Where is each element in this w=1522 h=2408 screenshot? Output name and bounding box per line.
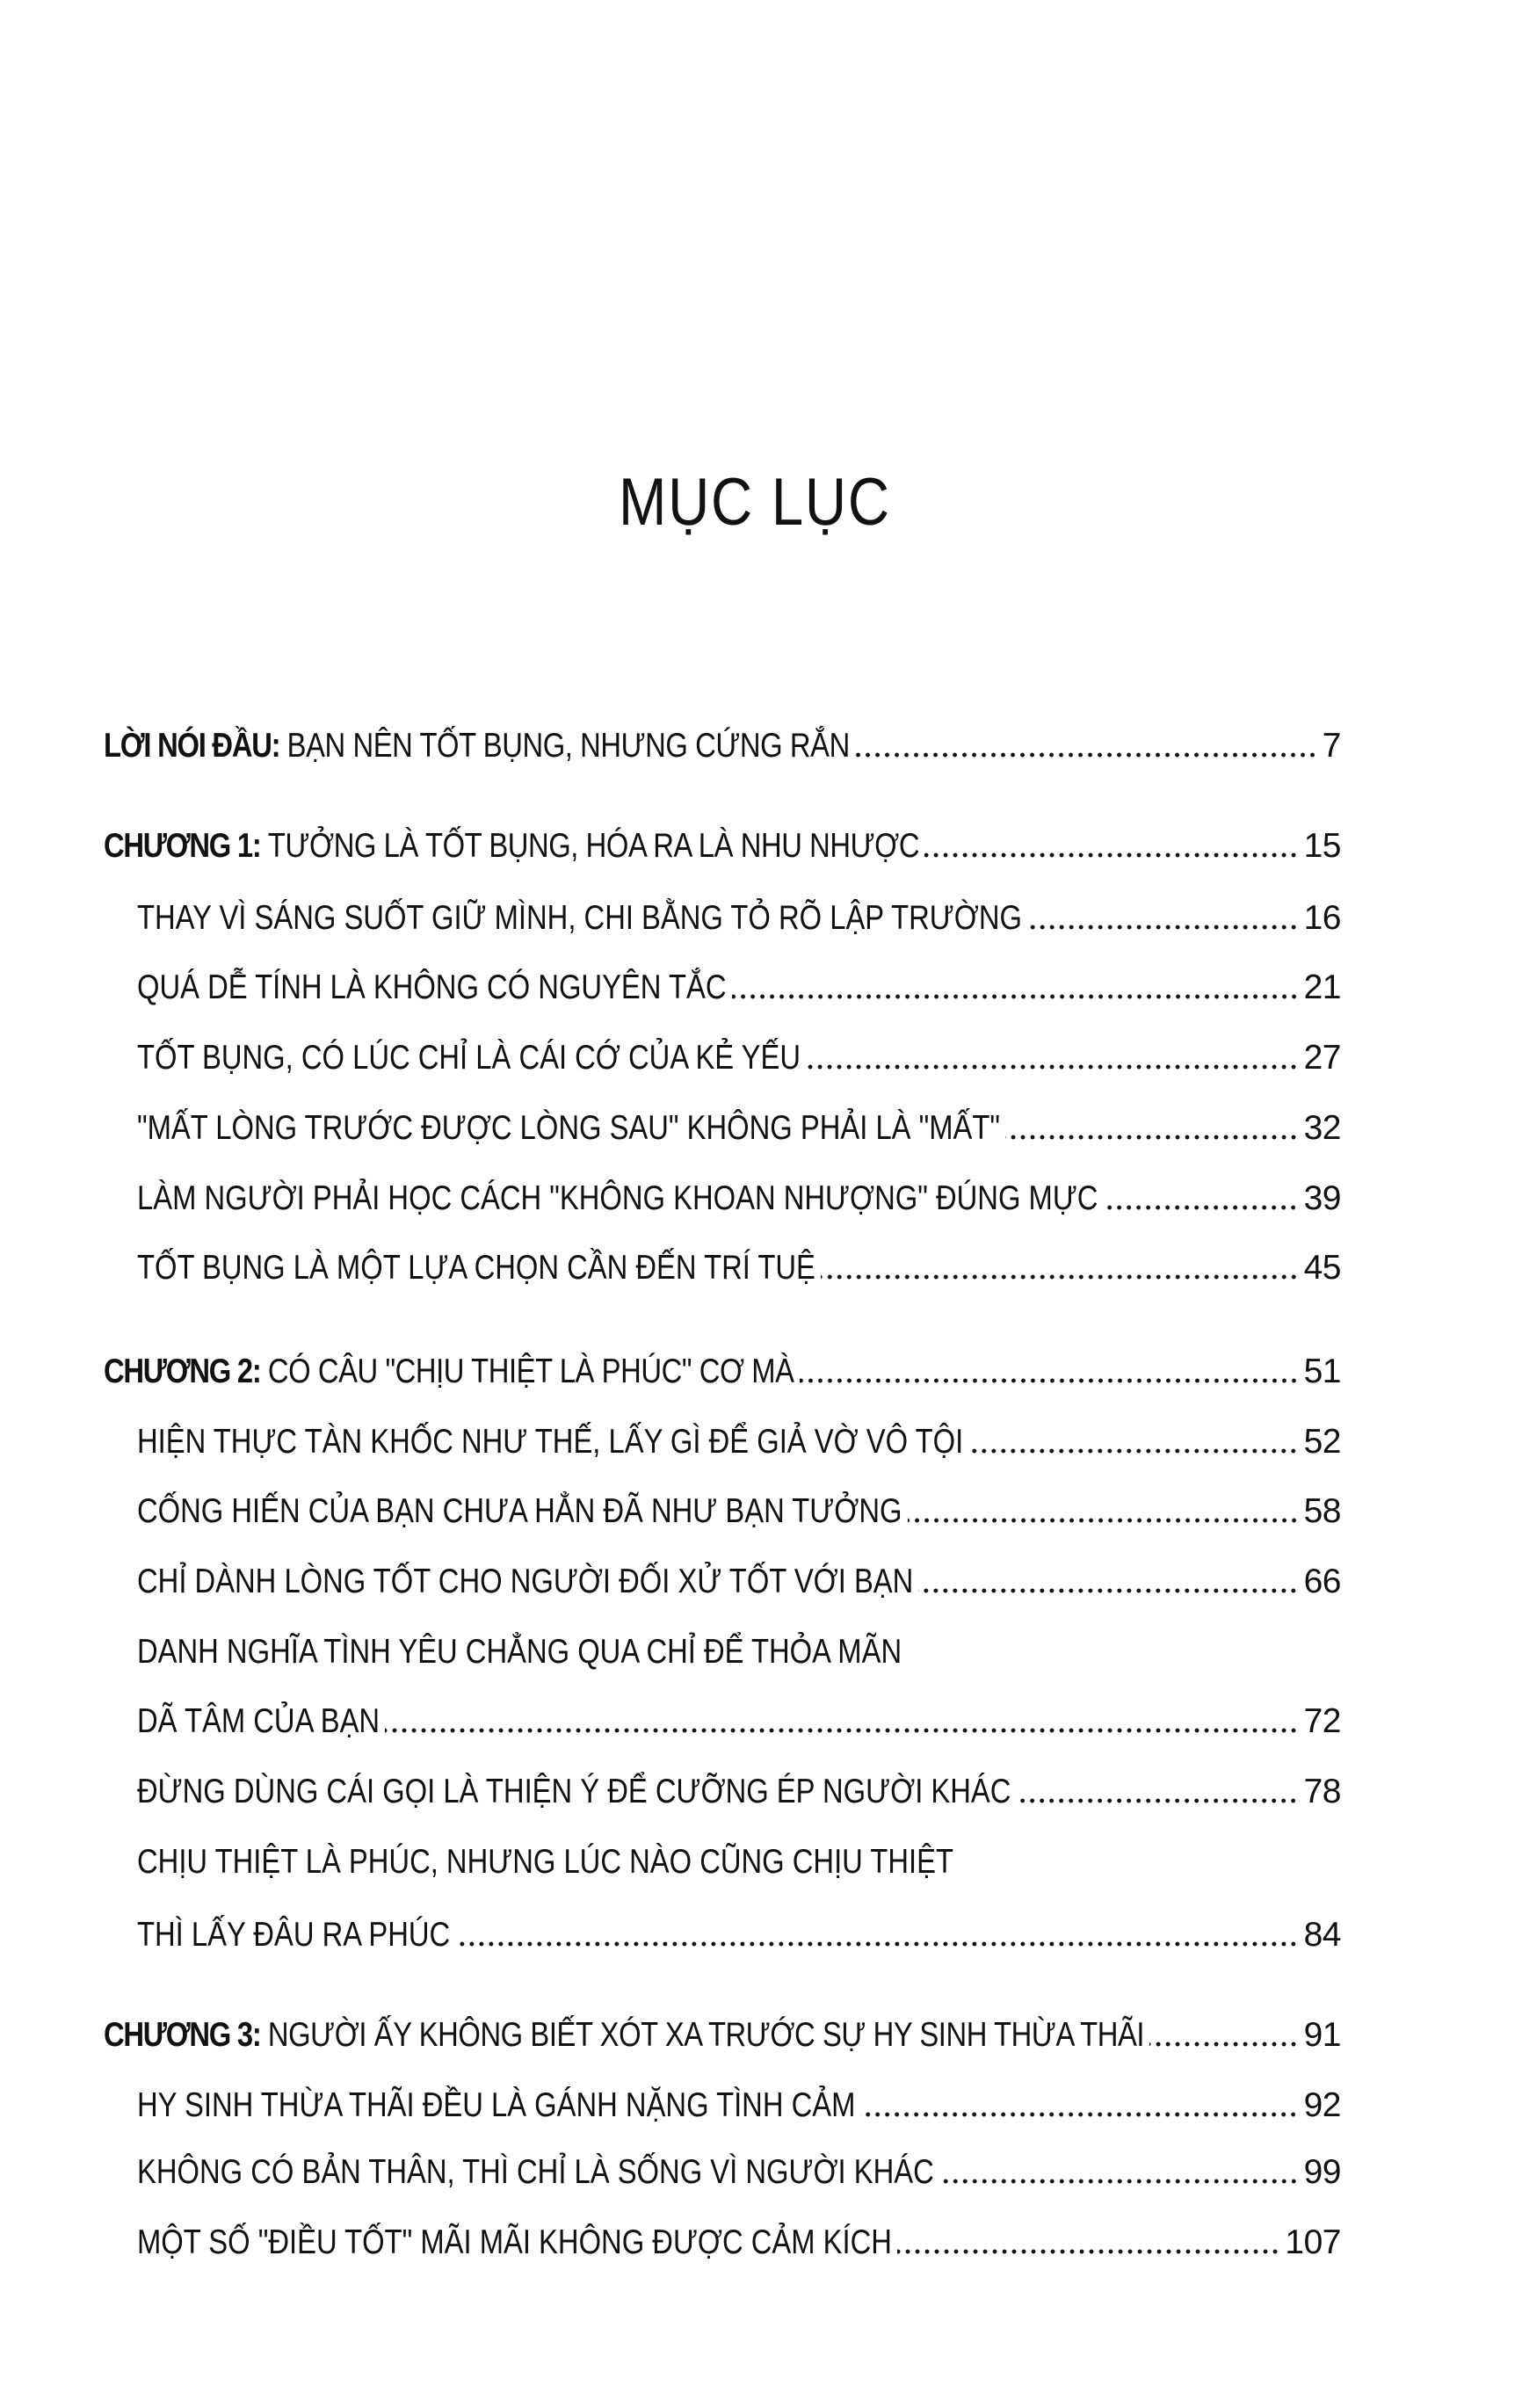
entry-prefix: CHƯƠNG 3: bbox=[104, 2016, 261, 2054]
dot-leader bbox=[918, 1588, 1298, 1593]
dot-leader bbox=[968, 1448, 1298, 1454]
toc-entry-section[interactable] bbox=[137, 1170, 1341, 1219]
toc-entry-section[interactable] bbox=[137, 1553, 1341, 1602]
entry-label bbox=[104, 2015, 1144, 2056]
entry-page-number: 92 bbox=[1303, 2086, 1341, 2124]
dot-leader bbox=[855, 752, 1317, 758]
dot-leader bbox=[1005, 1135, 1299, 1140]
toc-entry-section[interactable] bbox=[137, 2143, 1341, 2193]
entry-title: TƯỞNG LÀ TỐT BỤNG, HÓA RA LÀ NHU NHƯỢC bbox=[267, 827, 920, 865]
entry-title: ĐỪNG DÙNG CÁI GỌI LÀ THIỆN Ý ĐỂ CƯỠNG ÉP NGƯỜI KHÁC bbox=[137, 1773, 1011, 1810]
entry-title: HIỆN THỰC TÀN KHỐC NHƯ THẾ, LẤY GÌ ĐỂ GIẢ VỜ VÔ TỘI bbox=[137, 1423, 964, 1461]
toc-entry-section-line1[interactable] bbox=[137, 1833, 1341, 1882]
dot-leader bbox=[732, 994, 1299, 999]
entry-page-number: 107 bbox=[1285, 2223, 1341, 2261]
entry-page-number: 51 bbox=[1303, 1353, 1341, 1390]
toc-entry-section[interactable] bbox=[137, 2214, 1341, 2263]
page-title: MỤC LỤC bbox=[618, 465, 891, 540]
entry-label bbox=[104, 826, 919, 867]
dot-leader bbox=[455, 1941, 1298, 1947]
dot-leader bbox=[908, 1518, 1299, 1523]
entry-page-number: 91 bbox=[1303, 2016, 1341, 2054]
entry-title: TỐT BỤNG, CÓ LÚC CHỈ LÀ CÁI CỚ CỦA KẺ YẾU bbox=[137, 1039, 801, 1077]
entry-title: BẠN NÊN TỐT BỤNG, NHƯNG CỨNG RẮN bbox=[286, 727, 850, 765]
entry-title: HY SINH THỪA THÃI ĐỀU LÀ GÁNH NẶNG TÌNH CẢM bbox=[137, 2086, 856, 2124]
entry-page-number: 99 bbox=[1303, 2153, 1341, 2191]
toc-entry-section[interactable] bbox=[137, 1483, 1341, 1532]
toc-entry-section[interactable] bbox=[137, 959, 1341, 1008]
toc-entry-section-line2[interactable] bbox=[137, 1693, 1341, 1742]
dot-leader bbox=[800, 1378, 1299, 1383]
entry-title: DANH NGHĨA TÌNH YÊU CHẲNG QUA CHỈ ĐỂ THỎA MÃN bbox=[137, 1633, 902, 1671]
dot-leader bbox=[821, 1274, 1299, 1280]
entry-title: TỐT BỤNG LÀ MỘT LỰA CHỌN CẦN ĐẾN TRÍ TUỆ bbox=[137, 1249, 815, 1287]
toc-entry-chapter-3[interactable] bbox=[104, 2006, 1341, 2056]
toc-entry-preface[interactable] bbox=[104, 717, 1341, 766]
toc-entry-section[interactable] bbox=[137, 1239, 1341, 1288]
toc-entry-section[interactable] bbox=[137, 1099, 1341, 1149]
dot-leader bbox=[924, 852, 1299, 858]
toc-entry-chapter-1[interactable] bbox=[104, 817, 1341, 867]
toc-entry-section[interactable] bbox=[137, 2077, 1341, 2126]
entry-label bbox=[104, 726, 850, 766]
entry-title: NGƯỜI ẤY KHÔNG BIẾT XÓT XA TRƯỚC SỰ HY SINH THỪA THÃI bbox=[267, 2016, 1145, 2054]
entry-prefix: LỜI NÓI ĐẦU: bbox=[104, 727, 280, 765]
entry-page-number: 21 bbox=[1303, 968, 1341, 1006]
entry-title: MỘT SỐ "ĐIỀU TỐT" MÃI MÃI KHÔNG ĐƯỢC CẢM KÍCH bbox=[137, 2223, 892, 2261]
dot-leader bbox=[939, 2179, 1299, 2184]
entry-page-number: 72 bbox=[1303, 1702, 1341, 1740]
entry-label bbox=[104, 1352, 794, 1392]
toc-entry-section[interactable] bbox=[137, 1763, 1341, 1812]
toc-entry-section-line2[interactable] bbox=[137, 1906, 1341, 1955]
entry-page-number: 16 bbox=[1303, 899, 1341, 937]
entry-title: CHỈ DÀNH LÒNG TỐT CHO NGƯỜI ĐỐI XỬ TỐT VỚI BẠN bbox=[137, 1563, 914, 1600]
entry-title: KHÔNG CÓ BẢN THÂN, THÌ CHỈ LÀ SỐNG VÌ NGƯỜI KHÁC bbox=[137, 2153, 934, 2191]
toc-entry-section[interactable] bbox=[137, 889, 1341, 939]
toc-entry-section[interactable] bbox=[137, 1029, 1341, 1078]
entry-page-number: 27 bbox=[1303, 1039, 1341, 1077]
dot-leader bbox=[860, 2112, 1298, 2117]
entry-page-number: 66 bbox=[1303, 1563, 1341, 1600]
dot-leader bbox=[897, 2249, 1280, 2254]
entry-page-number: 32 bbox=[1303, 1109, 1341, 1147]
entry-title: LÀM NGƯỜI PHẢI HỌC CÁCH "KHÔNG KHOAN NHƯỢNG" ĐÚNG MỰC bbox=[137, 1179, 1098, 1217]
dot-leader bbox=[385, 1728, 1299, 1733]
entry-title: CỐNG HIẾN CỦA BẠN CHƯA HẲN ĐÃ NHƯ BẠN TƯỞNG bbox=[137, 1492, 902, 1530]
entry-page-number: 39 bbox=[1303, 1179, 1341, 1217]
entry-page-number: 45 bbox=[1303, 1249, 1341, 1287]
entry-prefix: CHƯƠNG 2: bbox=[104, 1353, 261, 1390]
dot-leader bbox=[1149, 2042, 1299, 2047]
entry-page-number: 84 bbox=[1303, 1916, 1341, 1954]
dot-leader bbox=[806, 1064, 1299, 1070]
entry-page-number: 52 bbox=[1303, 1423, 1341, 1461]
entry-title: "MẤT LÒNG TRƯỚC ĐƯỢC LÒNG SAU" KHÔNG PHẢI LÀ "MẤT" bbox=[137, 1109, 1001, 1147]
toc-entry-section-line1[interactable] bbox=[137, 1623, 1341, 1672]
entry-prefix: CHƯƠNG 1: bbox=[104, 827, 261, 865]
entry-page-number: 15 bbox=[1303, 827, 1341, 865]
entry-title: THAY VÌ SÁNG SUỐT GIỮ MÌNH, CHI BẰNG TỎ RÕ LẬP TRƯỜNG bbox=[137, 899, 1022, 937]
entry-page-number: 58 bbox=[1303, 1492, 1341, 1530]
entry-title: QUÁ DỄ TÍNH LÀ KHÔNG CÓ NGUYÊN TẮC bbox=[137, 968, 727, 1006]
entry-page-number: 78 bbox=[1303, 1773, 1341, 1810]
toc-entry-chapter-2[interactable] bbox=[104, 1343, 1341, 1392]
entry-title: THÌ LẤY ĐÂU RA PHÚC bbox=[137, 1916, 451, 1954]
entry-title: CÓ CÂU "CHỊU THIỆT LÀ PHÚC" CƠ MÀ bbox=[267, 1353, 794, 1390]
dot-leader bbox=[1027, 925, 1299, 930]
dot-leader bbox=[1016, 1798, 1298, 1803]
entry-title: DÃ TÂM CỦA BẠN bbox=[137, 1702, 380, 1740]
entry-title: CHỊU THIỆT LÀ PHÚC, NHƯNG LÚC NÀO CŨNG CHỊU THIỆT bbox=[137, 1843, 953, 1881]
dot-leader bbox=[1103, 1205, 1298, 1210]
toc-entry-section[interactable] bbox=[137, 1413, 1341, 1462]
entry-page-number: 7 bbox=[1322, 727, 1341, 765]
